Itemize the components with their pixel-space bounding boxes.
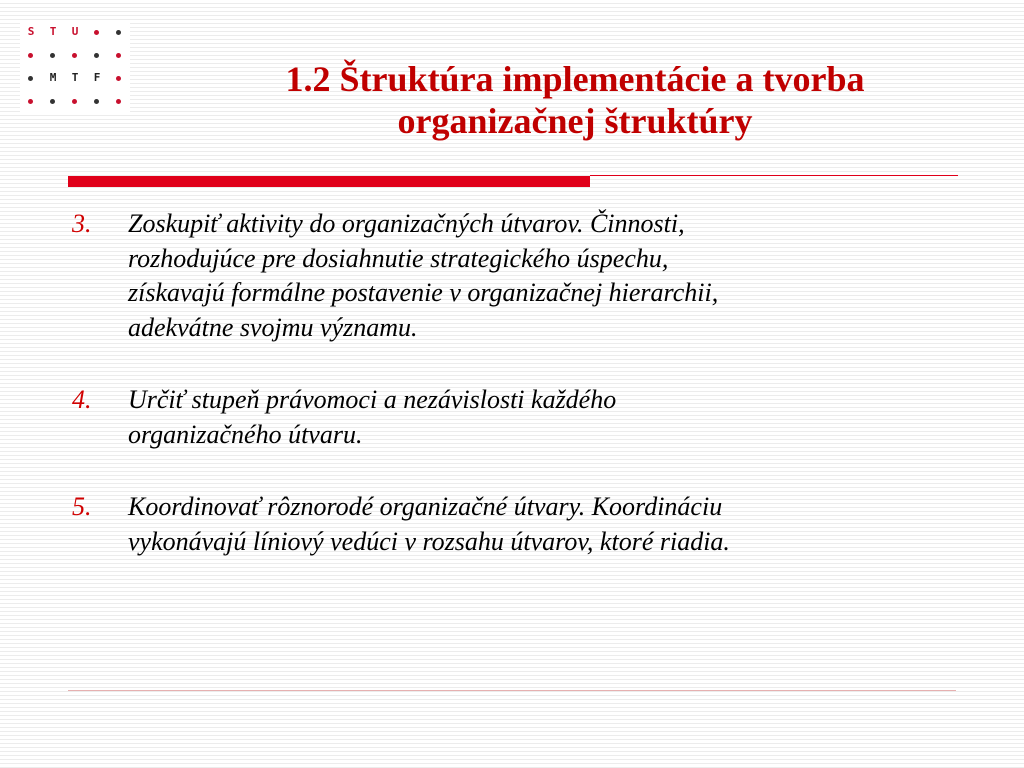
logo-dot	[108, 45, 130, 65]
numbered-list	[72, 207, 952, 559]
title-underline-thin	[590, 175, 958, 176]
logo-row-2	[20, 45, 130, 65]
slide-title-line-1: 1.2 Štruktúra implementácie a tvorba	[285, 59, 865, 99]
logo-dot	[20, 91, 42, 111]
logo-dot	[64, 45, 86, 65]
list-item-line: rozhodujúce pre dosiahnutie strategického úspechu,	[128, 243, 669, 273]
logo-row-1	[20, 22, 130, 42]
list-item-line: organizačného útvaru.	[128, 419, 363, 449]
logo-dot	[86, 91, 108, 111]
list-item-line: Koordinovať rôznorodé organizačné útvary. Koordináciu	[128, 492, 723, 521]
list-item-line: vykonávajú líniový vedúci v rozsahu útvarov, ktoré riadia.	[128, 526, 730, 556]
list-item-5	[72, 490, 952, 559]
logo-dot	[86, 45, 108, 65]
list-item-4	[72, 383, 952, 452]
stu-mtf-logo	[20, 20, 130, 115]
slide-title-line-2: organizačnej štruktúry	[397, 101, 753, 141]
list-item-line: získavajú formálne postavenie v organizačnej hierarchii,	[128, 278, 719, 307]
list-item-3	[72, 207, 952, 345]
logo-dot	[108, 68, 130, 88]
logo-letter: F	[93, 71, 101, 84]
logo-row-3	[20, 68, 130, 88]
logo-dot	[20, 68, 42, 88]
list-item-line: adekvátne svojmu významu.	[128, 312, 418, 342]
logo-row-4	[20, 91, 130, 111]
logo-dot	[108, 91, 130, 111]
slide-title	[190, 58, 960, 142]
logo-dot	[42, 91, 64, 111]
logo-dot	[64, 91, 86, 111]
logo-dot	[20, 45, 42, 65]
list-item-line: Určiť stupeň právomoci a nezávislosti každého	[128, 385, 617, 414]
list-item-number: 4.	[72, 385, 92, 414]
logo-letter: T	[71, 71, 79, 84]
logo-letter: T	[49, 25, 57, 38]
logo-letter: M	[49, 71, 57, 84]
footer-divider	[68, 690, 956, 691]
logo-letter: U	[71, 25, 79, 38]
logo-dot	[86, 22, 108, 42]
logo-dot	[108, 22, 130, 42]
list-item-number: 5.	[72, 492, 92, 521]
list-item-line: Zoskupiť aktivity do organizačných útvarov. Činnosti,	[128, 209, 685, 238]
list-item-number: 3.	[72, 209, 92, 238]
logo-dot	[42, 45, 64, 65]
title-underline-thick	[68, 176, 590, 187]
logo-letter: S	[27, 25, 35, 38]
